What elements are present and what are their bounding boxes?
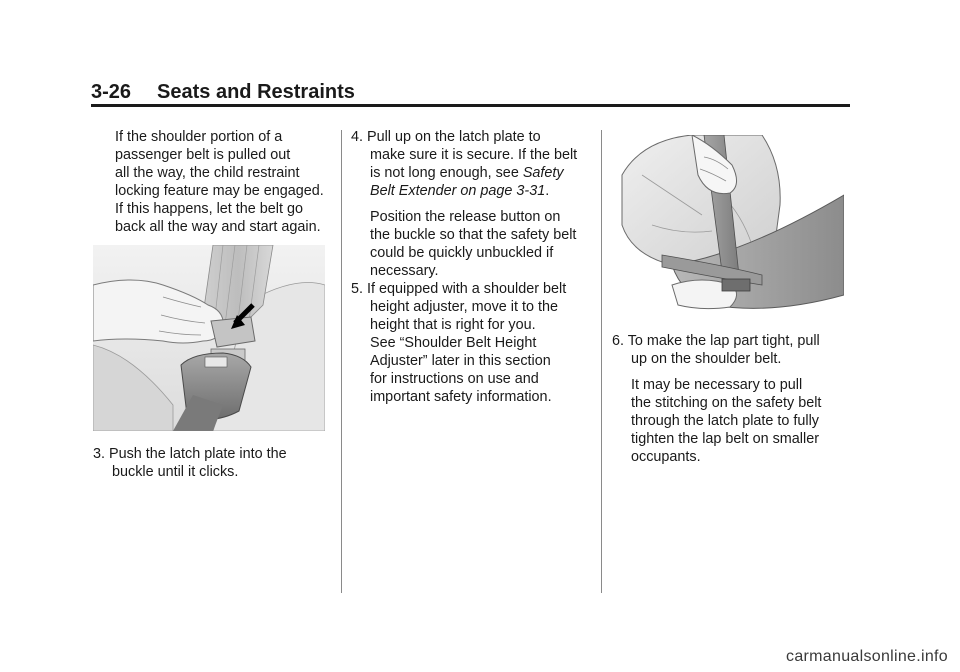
text-line: It may be necessary to pull [631,377,803,393]
page-header [91,80,355,104]
step-5 [351,280,596,406]
step-6 [612,332,852,466]
buckle-illustration [93,245,325,431]
text-line: back all the way and start again. [115,219,321,235]
text-fragment: . [545,183,550,199]
cross-reference-link[interactable]: Belt Extender on page 3-31 [370,183,546,199]
text-line: all the way, the child restraint [115,165,300,181]
text-line: locking feature may be engaged. [115,183,324,199]
text-line: passenger belt is pulled out [115,147,291,163]
text-line: 3. Push the latch plate into the [93,446,287,462]
text-line: important safety information. [370,389,552,405]
text-line: necessary. [370,263,439,279]
text-line: 5. If equipped with a shoulder belt [351,281,567,297]
text-fragment: is not long enough, see [370,165,523,181]
header-rule [91,104,850,107]
text-line: See “Shoulder Belt Height [370,335,537,351]
text-line [351,164,596,182]
text-line: the buckle so that the safety belt [370,227,577,243]
cross-reference-link[interactable]: Safety [522,165,564,181]
text-line: could be quickly unbuckled if [370,245,554,261]
text-line: occupants. [631,449,701,465]
buckle-illustration-svg [93,245,325,431]
text-line: Adjuster” later in this section [370,353,551,369]
text-line: up on the shoulder belt. [631,351,782,367]
text-line: 6. To make the lap part tight, pull [612,333,820,349]
shoulder-belt-illustration-svg [612,135,844,321]
text-line: through the latch plate to fully [631,413,819,429]
text-line [351,182,596,200]
column-divider-2 [601,130,602,593]
text-line: 4. Pull up on the latch plate to [351,129,541,145]
intro-paragraph [115,128,337,236]
text-line: tighten the lap belt on smaller [631,431,819,447]
text-line: for instructions on use and [370,371,539,387]
text-line: height that is right for you. [370,317,536,333]
page-number: 3-26 [91,81,132,103]
column-divider-1 [341,130,342,593]
text-line: If this happens, let the belt go [115,201,304,217]
section-title: Seats and Restraints [157,81,355,103]
text-line: height adjuster, move it to the [370,299,558,315]
step-4 [351,128,596,280]
text-line: make sure it is secure. If the belt [370,147,578,163]
text-line: Position the release button on [370,209,561,225]
watermark: carmanualsonline.info [786,648,948,665]
text-line: the stitching on the safety belt [631,395,822,411]
step-3 [93,445,333,481]
text-line: buckle until it clicks. [112,464,239,480]
text-line: If the shoulder portion of a [115,129,283,145]
shoulder-belt-illustration [612,135,844,321]
